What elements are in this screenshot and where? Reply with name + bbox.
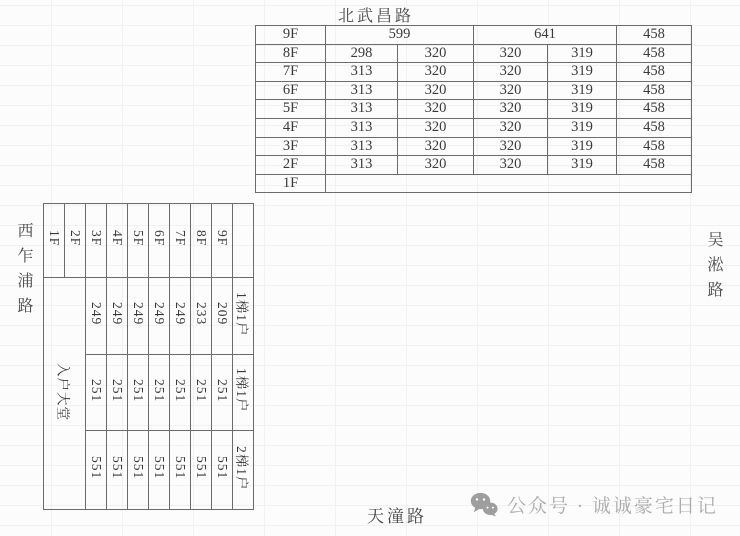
value-cell — [212, 278, 233, 355]
value-cell: 320 — [474, 63, 548, 82]
table-row — [256, 100, 692, 119]
floor-cell-text: 3F — [89, 230, 104, 247]
value-cell — [107, 278, 128, 355]
floor-cell: 9F — [256, 26, 326, 45]
value-cell: 320 — [398, 81, 474, 100]
value-cell-text: 249 — [152, 302, 167, 326]
value-cell: 313 — [326, 137, 398, 156]
floor-cell-text: 8F — [194, 230, 209, 247]
value-cell: 458 — [617, 137, 692, 156]
floor-cell-text: 5F — [131, 230, 146, 247]
value-cell: 313 — [326, 81, 398, 100]
value-cell — [128, 355, 149, 431]
value-cell: 313 — [326, 156, 398, 175]
value-cell: 458 — [617, 44, 692, 63]
table-row — [44, 278, 254, 355]
value-cell: 320 — [474, 118, 548, 137]
value-cell — [107, 431, 128, 510]
value-cell-text: 251 — [152, 378, 167, 403]
value-cell — [170, 355, 191, 431]
floor-cell: 1F — [256, 174, 326, 193]
value-cell — [149, 355, 170, 431]
floor-cell-text: 4F — [110, 230, 125, 247]
value-cell — [326, 174, 692, 193]
value-cell-text: 249 — [110, 302, 125, 326]
table-row — [256, 44, 692, 63]
value-cell — [170, 431, 191, 510]
road-label-east: 吴淞路 — [705, 231, 722, 306]
value-cell: 320 — [474, 137, 548, 156]
value-cell: 320 — [474, 100, 548, 119]
value-cell-text: 551 — [89, 456, 104, 480]
value-cell — [191, 355, 212, 431]
wechat-icon — [470, 492, 498, 517]
value-cell: 599 — [326, 26, 474, 45]
road-label-south: 天潼路 — [367, 507, 427, 526]
value-cell: 458 — [617, 26, 692, 45]
floor-cell: 4F — [256, 118, 326, 137]
value-cell — [191, 431, 212, 510]
value-cell: 320 — [398, 44, 474, 63]
table-row — [256, 137, 692, 156]
floor-cell — [212, 204, 233, 278]
floor-cell: 5F — [256, 100, 326, 119]
floor-cell — [44, 204, 65, 278]
unit-header-cell — [233, 431, 254, 510]
floor-cell: 8F — [256, 44, 326, 63]
floor-cell-text: 1F — [47, 230, 62, 247]
value-cell-text: 249 — [89, 302, 104, 326]
value-cell-text: 551 — [110, 456, 125, 480]
value-cell: 319 — [548, 118, 617, 137]
value-cell: 320 — [474, 44, 548, 63]
value-cell: 458 — [617, 156, 692, 175]
value-cell: 320 — [398, 137, 474, 156]
value-cell: 320 — [398, 118, 474, 137]
value-cell: 319 — [548, 44, 617, 63]
value-cell: 313 — [326, 63, 398, 82]
value-cell: 320 — [398, 156, 474, 175]
floor-cell: 2F — [256, 156, 326, 175]
lobby-cell — [44, 278, 86, 510]
value-cell — [212, 355, 233, 431]
value-cell: 320 — [398, 100, 474, 119]
value-cell — [170, 278, 191, 355]
table-row — [256, 156, 692, 175]
value-cell-text: 551 — [173, 456, 188, 480]
value-cell-text: 249 — [173, 302, 188, 326]
floor-cell-text: 7F — [173, 230, 188, 247]
value-cell: 298 — [326, 44, 398, 63]
value-cell: 320 — [474, 156, 548, 175]
table-row — [256, 174, 692, 193]
table-row — [256, 26, 692, 45]
unit-header-cell-text: 1梯1户 — [234, 291, 249, 337]
lobby-cell-text: 入户大堂 — [55, 362, 71, 421]
value-cell — [212, 431, 233, 510]
floor-cell — [86, 204, 107, 278]
value-cell — [128, 278, 149, 355]
watermark — [470, 491, 718, 518]
value-cell-text: 249 — [131, 302, 146, 326]
floor-cell — [65, 204, 86, 278]
table-row — [44, 204, 254, 278]
value-cell: 319 — [548, 156, 617, 175]
floor-cell: 7F — [256, 63, 326, 82]
value-cell-text: 251 — [215, 378, 230, 403]
unit-header-cell-text: 2梯1户 — [234, 445, 249, 491]
value-cell — [149, 278, 170, 355]
north-wing-floor-table — [255, 25, 692, 193]
value-cell-text: 251 — [131, 378, 146, 403]
unit-header-cell-text: 1梯1户 — [234, 368, 249, 413]
floor-cell — [191, 204, 212, 278]
value-cell: 320 — [398, 63, 474, 82]
table-row — [256, 118, 692, 137]
value-cell-text: 251 — [110, 378, 125, 403]
value-cell — [86, 431, 107, 510]
value-cell: 319 — [548, 100, 617, 119]
value-cell — [149, 431, 170, 510]
floor-cell-text: 6F — [152, 230, 167, 247]
floor-cell-text: 2F — [68, 230, 83, 247]
value-cell-text: 251 — [173, 378, 188, 403]
value-cell: 319 — [548, 63, 617, 82]
unit-header-cell — [233, 355, 254, 431]
value-cell-text: 251 — [194, 378, 209, 403]
value-cell-text: 551 — [194, 456, 209, 480]
floor-cell: 3F — [256, 137, 326, 156]
value-cell-text: 551 — [215, 456, 230, 480]
value-cell: 319 — [548, 81, 617, 100]
value-cell: 641 — [474, 26, 617, 45]
table-row — [256, 63, 692, 82]
value-cell: 458 — [617, 118, 692, 137]
value-cell-text: 551 — [131, 456, 146, 480]
value-cell: 320 — [474, 81, 548, 100]
west-wing-body — [44, 204, 254, 510]
value-cell-text: 551 — [152, 456, 167, 480]
value-cell-text: 209 — [215, 302, 230, 326]
north-wing-body — [256, 26, 692, 193]
road-label-north: 北武昌路 — [337, 8, 414, 25]
floor-cell: 6F — [256, 81, 326, 100]
value-cell-text: 233 — [194, 302, 209, 326]
table-row — [256, 81, 692, 100]
value-cell: 458 — [617, 100, 692, 119]
value-cell — [107, 355, 128, 431]
value-cell-text: 251 — [89, 378, 104, 403]
watermark-text: 公众号 · 诚诚豪宅日记 — [507, 496, 718, 517]
road-label-west: 西乍浦路 — [15, 222, 32, 322]
value-cell — [191, 278, 212, 355]
value-cell: 313 — [326, 100, 398, 119]
corner-cell — [233, 204, 254, 278]
value-cell: 458 — [617, 81, 692, 100]
value-cell: 313 — [326, 118, 398, 137]
west-wing-floor-table — [43, 203, 254, 510]
floor-cell — [149, 204, 170, 278]
value-cell — [86, 355, 107, 431]
value-cell: 458 — [617, 63, 692, 82]
floor-cell — [128, 204, 149, 278]
floor-cell — [170, 204, 191, 278]
value-cell — [86, 278, 107, 355]
value-cell: 319 — [548, 137, 617, 156]
value-cell — [128, 431, 149, 510]
floor-cell-text: 9F — [215, 230, 230, 247]
unit-header-cell — [233, 278, 254, 355]
floor-cell — [107, 204, 128, 278]
